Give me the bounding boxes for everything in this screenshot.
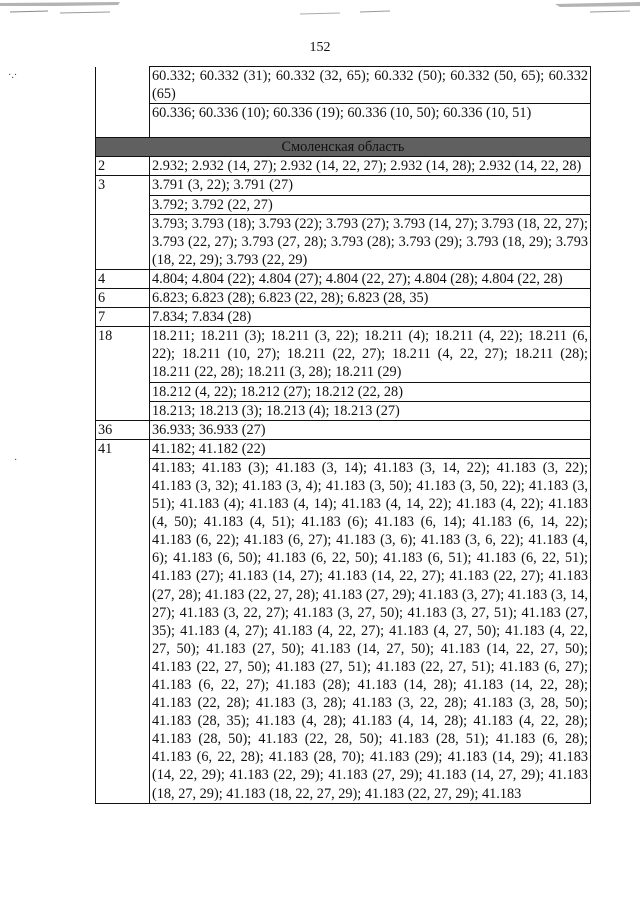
row-number — [96, 67, 150, 104]
table-row — [96, 157, 591, 176]
row-values: 7.834; 7.834 (28) — [150, 308, 591, 327]
row-number — [96, 104, 150, 123]
table-row — [96, 176, 591, 195]
page-number: 152 — [309, 40, 331, 55]
table-row — [96, 308, 591, 327]
table-row — [96, 401, 591, 420]
margin-mark: ·.· — [8, 70, 18, 81]
margin-mark: · — [14, 455, 18, 466]
table-row — [96, 67, 591, 104]
row-number — [96, 382, 150, 401]
table-row — [96, 104, 591, 123]
table-row — [96, 327, 591, 382]
table-row — [96, 382, 591, 401]
row-number: 4 — [96, 269, 150, 288]
region-title: Смоленская область — [96, 138, 591, 157]
row-values: 18.212 (4, 22); 18.212 (27); 18.212 (22, 28) — [150, 382, 591, 401]
row-values: 60.336; 60.336 (10); 60.336 (19); 60.336 (10, 50); 60.336 (10, 51) — [150, 104, 591, 123]
row-values: 41.182; 41.182 (22) — [150, 439, 591, 458]
row-number: 3 — [96, 176, 150, 195]
table-row — [96, 420, 591, 439]
row-values: 18.213; 18.213 (3); 18.213 (4); 18.213 (27) — [150, 401, 591, 420]
row-values: 3.792; 3.792 (22, 27) — [150, 195, 591, 214]
table-row — [96, 439, 591, 458]
row-values: 4.804; 4.804 (22); 4.804 (27); 4.804 (22, 27); 4.804 (28); 4.804 (22, 28) — [150, 269, 591, 288]
scan-artifact — [0, 0, 640, 22]
row-number: 41 — [96, 439, 150, 458]
row-values: 36.933; 36.933 (27) — [150, 420, 591, 439]
row-values: 60.332; 60.332 (31); 60.332 (32, 65); 60.332 (50); 60.332 (50, 65); 60.332 (65) — [150, 67, 591, 104]
row-number: 36 — [96, 420, 150, 439]
row-values: 18.211; 18.211 (3); 18.211 (3, 22); 18.211 (4); 18.211 (4, 22); 18.211 (6, 22); 18.211 (10, 27); 18.211 (22, 27); 18.211 (4, 22, 27); 18.211 (28); 18.211 (22, 28); 18.211 (3, 28); 18.211 (29) — [150, 327, 591, 382]
table-row — [96, 122, 591, 138]
row-number: 6 — [96, 289, 150, 308]
row-number — [96, 458, 150, 803]
row-values: 41.183; 41.183 (3); 41.183 (3, 14); 41.183 (3, 14, 22); 41.183 (3, 22); 41.183 (3, 32); 41.183 (3, 4); 41.183 (3, 50); 41.183 (3, 50, 22); 41.183 (3, 51); 41.183 (4); 41.183 (4, 14); 41.183 (4, 14, 22); 41.183 (4, 22); 41.183 (4, 50); 41.183 (4, 51); 41.183 (6); 41.183 (6, 14); 41.183 (6, 14, 22); 41.183 (6, 22); 41.183 (6, 27); 41.183 (3, 6); 41.183 (3, 6, 22); 41.183 (4, 6); 41.183 (6, 50); 41.183 (6, 22, 50); 41.183 (6, 51); 41.183 (6, 22, 51); 41.183 (27); 41.183 (14, 27); 41.183 (14, 22, 27); 41.183 (22, 27); 41.183 (27, 28); 41.183 (22, 27, 28); 41.183 (27, 29); 41.183 (3, 27); 41.183 (3, 14, 27); 41.183 (3, 22, 27); 41.183 (3, 27, 50); 41.183 (3, 27, 51); 41.183 (27, 35); 41.183 (4, 27); 41.183 (4, 22, 27); 41.183 (4, 27, 50); 41.183 (4, 22, 27, 50); 41.183 (27, 50); 41.183 (14, 27, 50); 41.183 (14, 22, 27, 50); 41.183 (22, 27, 50); 41.183 (27, 51); 41.183 (22, 27, 51); 41.183 (6, 27); 41.183 (6, 22, 27); 41.183 (28); 41.183 (14, 28); 41.183 (14, 22, 28); 41.183 (22, 28); 41.183 (3, 28); 41.183 (3, 22, 28); 41.183 (3, 28, 50); 41.183 (28, 35); 41.183 (4, 28); 41.183 (4, 14, 28); 41.183 (4, 22, 28); 41.183 (28, 50); 41.183 (22, 28, 50); 41.183 (28, 51); 41.183 (6, 28); 41.183 (6, 22, 28); 41.183 (28, 70); 41.183 (29); 41.183 (14, 29); 41.183 (14, 22, 29); 41.183 (22, 29); 41.183 (27, 29); 41.183 (14, 27, 29); 41.183 (18, 27, 29); 41.183 (18, 22, 27, 29); 41.183 (22, 27, 29); 41.183 — [150, 458, 591, 803]
row-number — [96, 214, 150, 269]
region-header-row — [96, 138, 591, 157]
codes-table — [95, 66, 591, 804]
row-number — [96, 401, 150, 420]
row-number: 7 — [96, 308, 150, 327]
table-row — [96, 289, 591, 308]
row-values: 3.791 (3, 22); 3.791 (27) — [150, 176, 591, 195]
table-row — [96, 269, 591, 288]
row-number — [96, 195, 150, 214]
table-row — [96, 458, 591, 803]
row-number: 18 — [96, 327, 150, 382]
row-values: 2.932; 2.932 (14, 27); 2.932 (14, 22, 27); 2.932 (14, 28); 2.932 (14, 22, 28) — [150, 157, 591, 176]
row-values: 6.823; 6.823 (28); 6.823 (22, 28); 6.823 (28, 35) — [150, 289, 591, 308]
table-row — [96, 214, 591, 269]
table-row — [96, 195, 591, 214]
row-values: 3.793; 3.793 (18); 3.793 (22); 3.793 (27); 3.793 (14, 27); 3.793 (18, 22, 27); 3.793 (22, 27); 3.793 (27, 28); 3.793 (28); 3.793 (29); 3.793 (18, 29); 3.793 (18, 22, 29); 3.793 (22, 29) — [150, 214, 591, 269]
row-number: 2 — [96, 157, 150, 176]
